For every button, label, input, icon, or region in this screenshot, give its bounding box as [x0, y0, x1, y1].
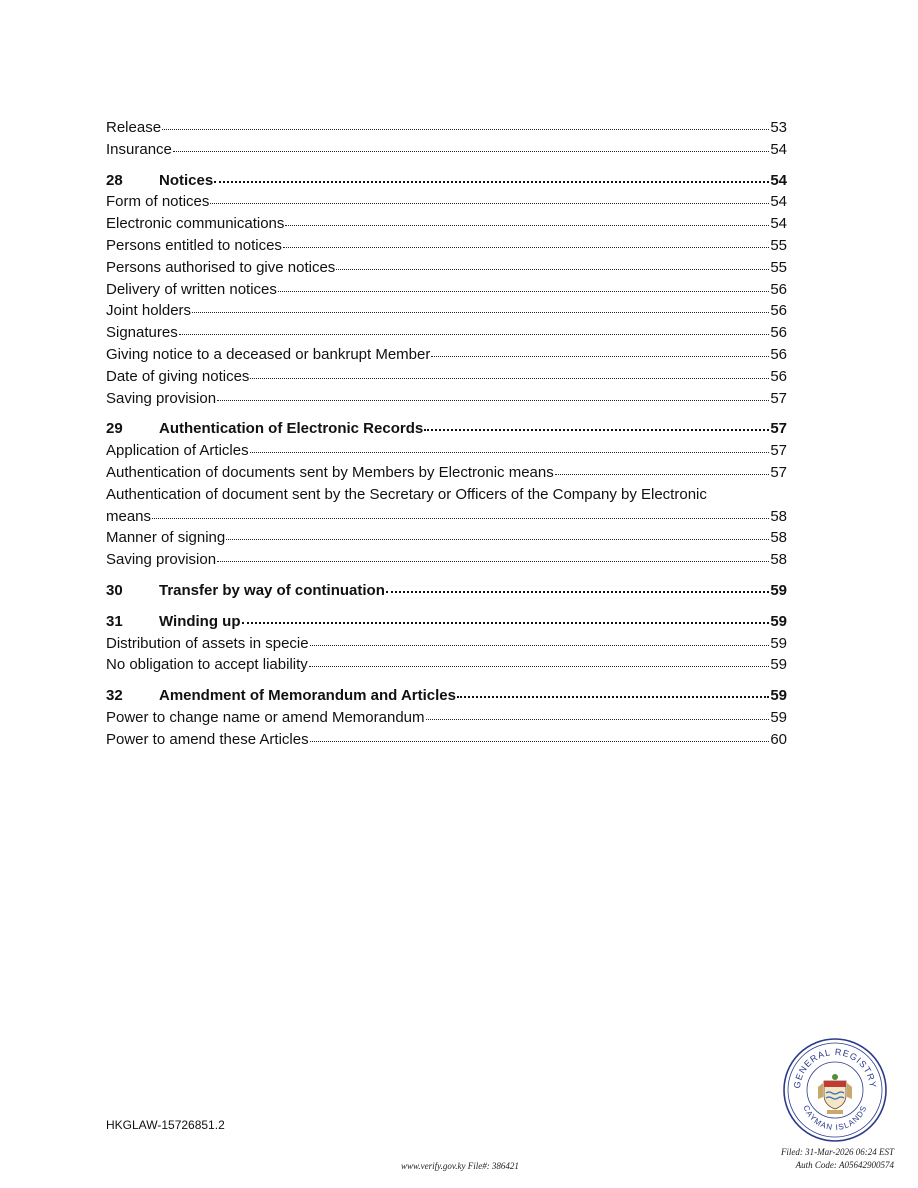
- toc-entry-amend-articles[interactable]: Power to amend these Articles 60: [106, 730, 787, 748]
- toc-entry-persons-entitled[interactable]: Persons entitled to notices 55: [106, 236, 787, 254]
- toc-entry-form-of-notices[interactable]: Form of notices 54: [106, 193, 787, 211]
- document-reference: HKGLAW-15726851.2: [106, 1118, 225, 1132]
- toc-section-29[interactable]: 29 Authentication of Electronic Records 57: [106, 420, 787, 438]
- dot-leader: [283, 246, 769, 248]
- dot-leader: [285, 224, 769, 226]
- dot-leader: [250, 451, 770, 453]
- dot-leader: [173, 150, 769, 152]
- toc-entry-auth-secretary[interactable]: [106, 484, 787, 528]
- toc-entry-deceased-member[interactable]: Giving notice to a deceased or bankrupt Member 56: [106, 345, 787, 363]
- dot-leader: [309, 665, 770, 667]
- dot-leader: [162, 128, 769, 130]
- toc-section-31[interactable]: 31 Winding up 59: [106, 612, 787, 630]
- dot-leader: [210, 202, 769, 204]
- toc-entry-persons-authorised[interactable]: Persons authorised to give notices 55: [106, 258, 787, 276]
- dot-leader: [152, 517, 769, 519]
- toc-entry-change-name[interactable]: Power to change name or amend Memorandum 59: [106, 708, 787, 726]
- seal-text-top: GENERAL REGISTRY: [791, 1046, 879, 1089]
- toc-entry-distribution[interactable]: Distribution of assets in specie 59: [106, 634, 787, 652]
- toc-entry-application[interactable]: Application of Articles 57: [106, 442, 787, 460]
- toc-entry-saving-provision[interactable]: Saving provision 57: [106, 389, 787, 407]
- filed-date: Filed: 31-Mar-2026 06:24 EST: [780, 1147, 894, 1157]
- dot-leader: [386, 590, 769, 593]
- toc-entry-saving-provision-2[interactable]: Saving provision 58: [106, 551, 787, 569]
- toc-entry-no-obligation[interactable]: No obligation to accept liability 59: [106, 656, 787, 674]
- toc-entry-release[interactable]: Release 53: [106, 119, 787, 136]
- dot-leader: [424, 428, 769, 431]
- dot-leader: [250, 377, 769, 379]
- toc-entry-manner-of-signing[interactable]: Manner of signing 58: [106, 529, 787, 547]
- dot-leader: [242, 621, 770, 624]
- toc-entry-auth-members[interactable]: Authentication of documents sent by Members by Electronic means 57: [106, 463, 787, 481]
- dot-leader: [310, 740, 770, 742]
- dot-leader: [214, 180, 769, 183]
- dot-leader: [426, 718, 770, 720]
- dot-leader: [431, 355, 769, 357]
- dot-leader: [278, 290, 769, 292]
- toc-entry-signatures[interactable]: Signatures 56: [106, 324, 787, 342]
- verify-link[interactable]: www.verify.gov.ky File#: 386421: [401, 1161, 519, 1171]
- dot-leader: [226, 538, 769, 540]
- toc-entry-auth-secretary-line2: means 58: [106, 507, 787, 525]
- auth-code: Auth Code: A05642900574: [795, 1159, 894, 1170]
- dot-leader: [336, 268, 769, 270]
- dot-leader: [310, 644, 770, 646]
- seal-text-bottom: CAYMAN ISLANDS: [801, 1103, 869, 1133]
- dot-leader: [217, 399, 769, 401]
- toc-section-28[interactable]: 28 Notices 54: [106, 171, 787, 189]
- dot-leader: [192, 311, 769, 313]
- table-of-contents: [106, 117, 787, 751]
- general-registry-seal: [782, 1037, 888, 1143]
- dot-leader: [217, 560, 769, 562]
- toc-entry-date-of-notices[interactable]: Date of giving notices 56: [106, 367, 787, 385]
- toc-entry-insurance[interactable]: Insurance 54: [106, 140, 787, 158]
- coat-of-arms-icon: [818, 1074, 852, 1114]
- toc-section-30[interactable]: 30 Transfer by way of continuation 59: [106, 581, 787, 599]
- dot-leader: [555, 473, 770, 475]
- toc-entry-delivery[interactable]: Delivery of written notices 56: [106, 280, 787, 298]
- toc-entry-auth-secretary-line1: Authentication of document sent by the Secretary or Officers of the Company by Electronic: [106, 485, 707, 503]
- filing-stamp: [760, 1146, 894, 1171]
- toc-section-32[interactable]: 32 Amendment of Memorandum and Articles 59: [106, 687, 787, 705]
- dot-leader: [457, 695, 769, 698]
- toc-entry-electronic-communications[interactable]: Electronic communications 54: [106, 215, 787, 233]
- dot-leader: [179, 333, 770, 335]
- toc-entry-joint-holders[interactable]: Joint holders 56: [106, 302, 787, 320]
